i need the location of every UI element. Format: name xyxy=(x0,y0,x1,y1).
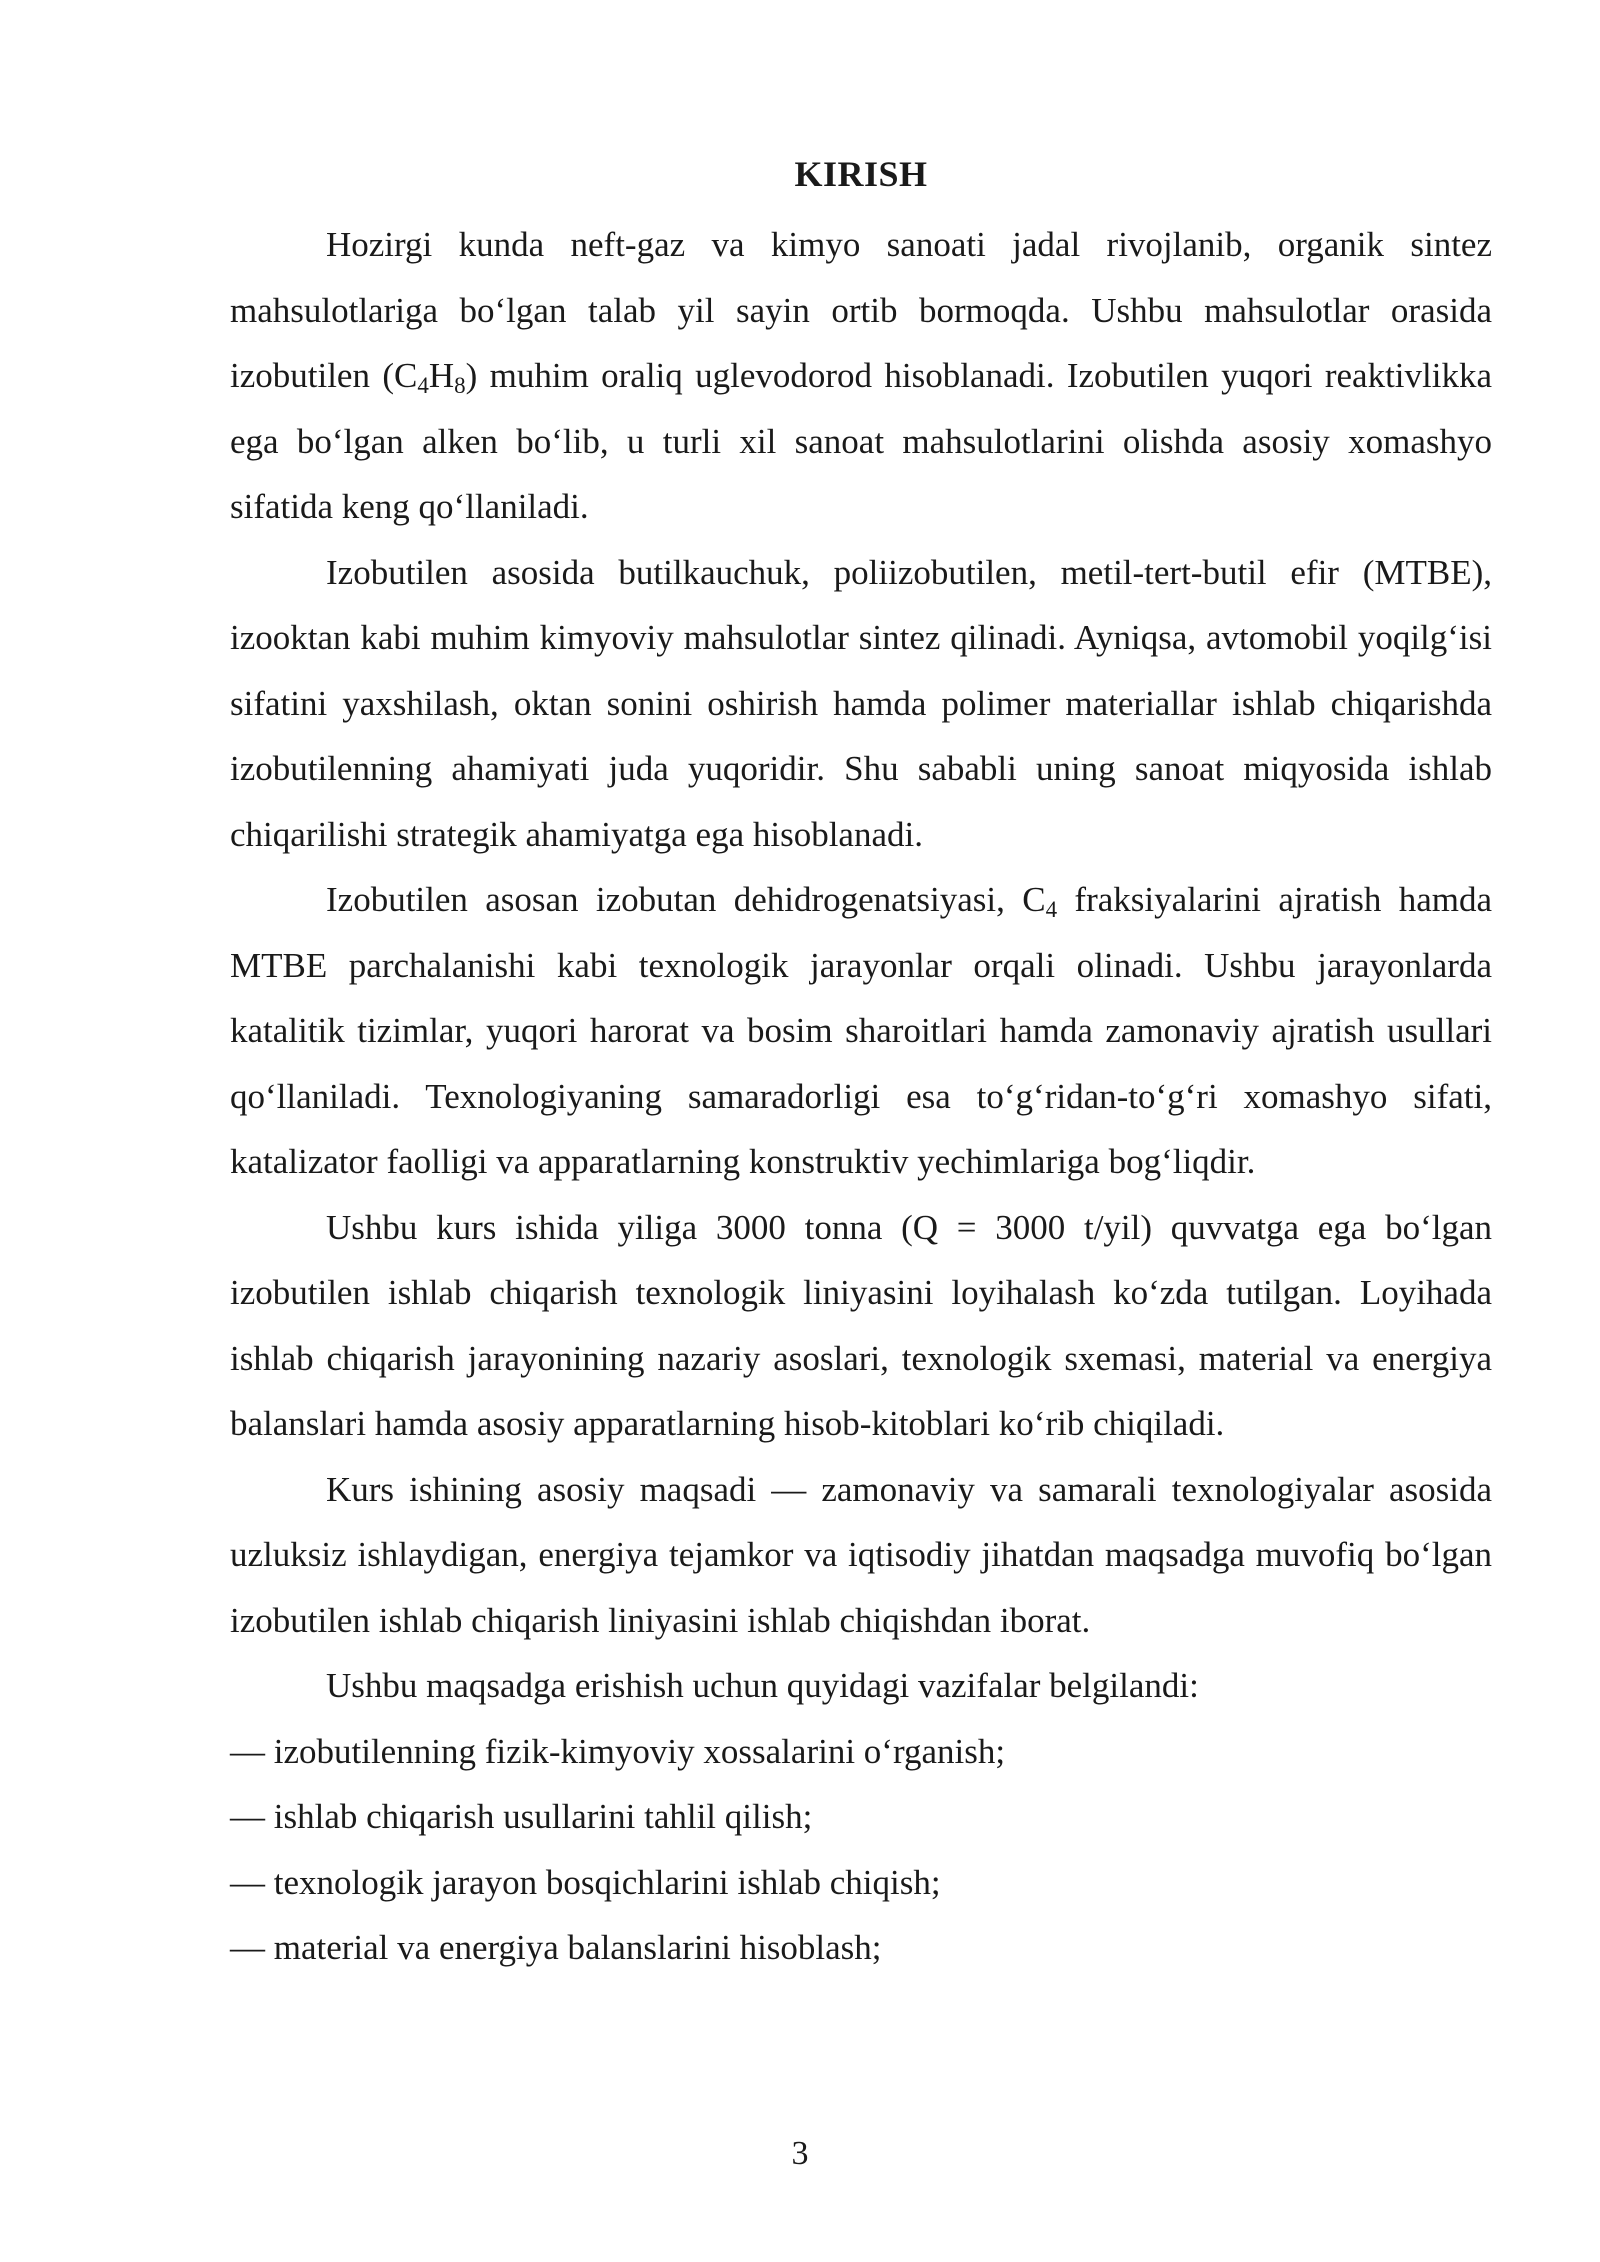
page-number: 3 xyxy=(791,2135,809,2172)
subscript-4: 4 xyxy=(1045,897,1058,922)
paragraph-intro-text-c: ) muhim oraliq uglevodorod hisoblanadi. Izobutilen yuqori reaktivlikka ega bo‘lgan alken bo‘lib, u turli xil sanoat mahsulotlarini olishda asosiy xomashyo sifatida keng qo‘llaniladi. xyxy=(230,356,1492,526)
section-title: KIRISH xyxy=(794,154,928,194)
paragraph-project: Ushbu kurs ishida yiliga 3000 tonna (Q = 3000 t/yil) quvvatga ega bo‘lgan izobutilen ishlab chiqarish texnologik liniyasini loyihalash ko‘zda tutilgan. Loyihada ishlab chiqarish jarayonining nazariy asoslari, texnologik sxemasi, material va energiya balanslari hamda asosiy apparatlarning hisob-kitoblari ko‘rib chiqiladi. xyxy=(230,1207,1492,1443)
paragraph-methods-text-b: fraksiyalarini ajratish hamda MTBE parchalanishi kabi texnologik jarayonlar orqali olinadi. Ushbu jarayonlarda katalitik tizimlar, yuqori harorat va bosim sharoitlari hamda zamonaviy ajratish usullari qo‘llaniladi. Texnologiyaning samaradorligi esa to‘g‘ridan-to‘g‘ri xomashyo sifati, katalizator faolligi va apparatlarning konstruktiv yechimlariga bog‘liqdir. xyxy=(230,880,1492,1181)
list-item: — ishlab chiqarish usullarini tahlil qilish; xyxy=(230,1797,813,1836)
paragraph-intro-text-a: Hozirgi kunda neft-gaz va kimyo sanoati jadal rivojlanib, organik sintez mahsulotlariga bo‘lgan talab yil sayin ortib bormoqda. Ushbu mahsulotlar orasida izobutilen (C xyxy=(230,225,1492,395)
list-item: — izobutilenning fizik-kimyoviy xossalarini o‘rganish; xyxy=(230,1731,1006,1771)
subscript-8: 8 xyxy=(454,373,466,398)
paragraph-methods-text-a: Izobutilen asosan izobutan dehidrogenatsiyasi, C xyxy=(326,880,1046,919)
paragraph-methods xyxy=(230,867,1492,1195)
subscript-4: 4 xyxy=(417,373,429,398)
document-page xyxy=(230,150,1492,1981)
list-item: — texnologik jarayon bosqichlarini ishlab chiqish; xyxy=(230,1862,941,1902)
paragraph-tasks-intro: Ushbu maqsadga erishish uchun quyidagi vazifalar belgilandi: xyxy=(326,1666,1199,1705)
list-item: — material va energiya balanslarini hisoblash; xyxy=(230,1928,882,1967)
paragraph-goal: Kurs ishining asosiy maqsadi — zamonaviy va samarali texnologiyalar asosida uzluksiz ishlaydigan, energiya tejamkor va iqtisodiy jihatdan maqsadga muvofiq bo‘lgan izobutilen ishlab chiqarish liniyasini ishlab chiqishdan iborat. xyxy=(230,1469,1492,1640)
task-list xyxy=(230,1719,1492,1981)
paragraph-intro-text-b: H xyxy=(428,356,455,395)
paragraph-products: Izobutilen asosida butilkauchuk, poliizobutilen, metil-tert-butil efir (MTBE), izooktan kabi muhim kimyoviy mahsulotlar sintez qilinadi. Ayniqsa, avtomobil yoqilg‘isi sifatini yaxshilash, oktan sonini oshirish hamda polimer materiallar ishlab chiqarishda izobutilenning ahamiyati juda yuqoridir. Shu sababli uning sanoat miqyosida ishlab chiqarilishi strategik ahamiyatga ega hisoblanadi. xyxy=(230,552,1492,854)
paragraph-intro xyxy=(230,212,1492,540)
